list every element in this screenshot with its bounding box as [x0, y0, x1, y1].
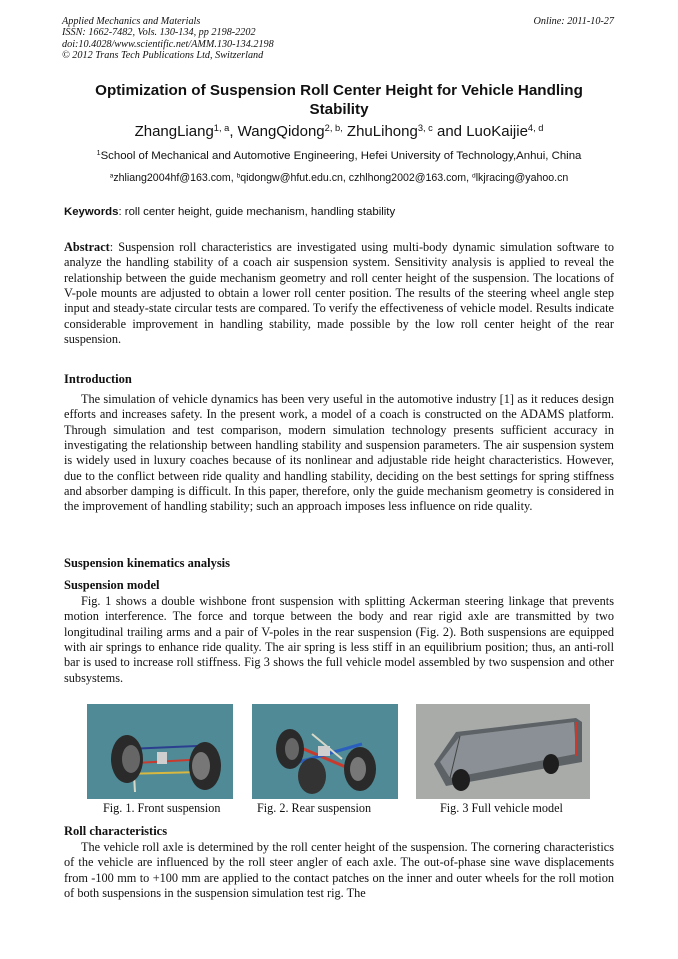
email-d[interactable]: lkjracing@yahoo.cn [475, 172, 569, 184]
author-sep: , [229, 123, 238, 140]
keywords-label: Keywords [64, 206, 119, 218]
kinematics-heading: Suspension kinematics analysis [64, 556, 231, 570]
suspension-model-heading: Suspension model [64, 578, 160, 592]
affiliation-text: School of Mechanical and Automotive Engineering, Hefei University of Technology,Anhui, China [100, 150, 582, 162]
issn-line: ISSN: 1662-7482, Vols. 130-134, pp 2198-2202 [62, 27, 256, 39]
email-b[interactable]: qidongw@hfut.edu.cn, czhlhong2002@163.com, [240, 172, 473, 184]
author-sup: 1, a [213, 122, 230, 133]
doi-line: doi:10.4028/www.scientific.net/AMM.130-134.2198 [62, 38, 274, 50]
intro-heading: Introduction [64, 372, 132, 386]
figure-full-vehicle [416, 704, 590, 799]
online-date: Online: 2011-10-27 [533, 16, 614, 27]
figure-caption-3: Fig. 3 Full vehicle model [440, 801, 563, 815]
author-sup: 2, b, [324, 122, 343, 133]
author-name: ZhuLihong [346, 123, 418, 140]
author-name: ZhangLiang [134, 123, 214, 140]
abstract-text: : Suspension roll characteristics are investigated using multi-body dynamic simulation software to analyze the handling stability of a coach air suspension system. Sensitivity analysis is applied to reveal the relationship between the guide mechanism geometry and roll center height of the suspension. The locations of V-pole mounts are adjusted to obtain a lower roll center position. The results of the steering wheel angle step input and steady-state circular tests are compared. To verify the effectiveness of vehicle model. Results indicate considerable improvement in handling stability, made possible by the low roll center height of the rear suspension. [64, 240, 614, 347]
email-sup: a [109, 172, 114, 180]
author-name: WangQidong [237, 123, 325, 140]
figure-caption-2: Fig. 2. Rear suspension [257, 801, 372, 815]
affiliation-sup: 1 [96, 150, 101, 158]
email-list [64, 172, 614, 184]
author-name: LuoKaijie [466, 123, 528, 140]
email-sup: d [472, 172, 476, 180]
figure-caption-1: Fig. 1. Front suspension [103, 801, 221, 815]
full-vehicle-image [416, 704, 590, 799]
roll-paragraph [64, 840, 614, 901]
keywords [64, 206, 395, 218]
keywords-text: : roll center height, guide mechanism, handling stability [118, 206, 396, 218]
abstract-label: Abstract [64, 240, 110, 254]
intro-paragraph [64, 392, 614, 515]
roll-heading: Roll characteristics [64, 824, 168, 838]
roll-text: The vehicle roll axle is determined by the roll center height of the suspension. The cornering characteristics of the vehicle are influenced by the roll steer angler of each axle. The out-of-phase sine wave displacements from -100 mm to +100 mm are applied to the contact patches on the inner and outer wheels for the roll motion of both suspensions in the suspension simulation test rig. The [64, 840, 614, 901]
paper-title: Optimization of Suspension Roll Center Height for Vehicle Handling Stability [95, 82, 583, 118]
author-and: and [437, 123, 467, 140]
author-list [64, 123, 614, 140]
intro-text: The simulation of vehicle dynamics has been very useful in the automotive industry [1] as it reduces design efforts and increases safety. In the present work, a model of a coach is constructed on the ADAMS platform. Through simulation and test comparison, modern simulation technology presents sufficient accuracy in investigating the relationship between handling stability and suspension parameters. The air suspension system is widely used in luxury coaches because of its nonlinear and adjustable ride height characteristics. However, due to the conflict between ride quality and handling stability, deciding on the best settings for spring stiffness and absorber damping is difficult. In this paper, therefore, only the guide mechanism geometry is considered in the improvement of handling stability; such an approach imposes less influence on ride quality. [64, 392, 614, 514]
journal-header [62, 16, 274, 61]
suspension-model-text: Fig. 1 shows a double wishbone front suspension with splitting Ackerman steering linkage that prevents motion interference. The force and torque between the body and rear rigid axle are transmitted by two longitudinal trailing arms and a pair of V-poles in the rear suspension (Fig. 2). Both suspensions are equipped with air springs to enhance ride quality. The air spring is less stiff in an equilibrium position; thus, an anti-roll bar is used to increase roll stiffness. Fig 3 shows the full vehicle model assembled by two suspension and other subsystems. [64, 594, 614, 685]
copyright-line: © 2012 Trans Tech Publications Ltd, Switzerland [62, 49, 264, 61]
abstract [64, 240, 614, 347]
journal-name: Applied Mechanics and Materials [62, 16, 201, 27]
email-sup: b [236, 172, 241, 180]
figure-front-suspension [87, 704, 233, 799]
affiliation [64, 150, 614, 162]
author-sup: 3, c [417, 122, 433, 133]
front-suspension-image [87, 704, 233, 799]
suspension-model-paragraph [64, 594, 614, 686]
author-sup: 4, d [527, 122, 544, 133]
rear-suspension-image [252, 704, 398, 799]
figure-rear-suspension [252, 704, 398, 799]
email-a[interactable]: zhliang2004hf@163.com, [113, 172, 237, 184]
